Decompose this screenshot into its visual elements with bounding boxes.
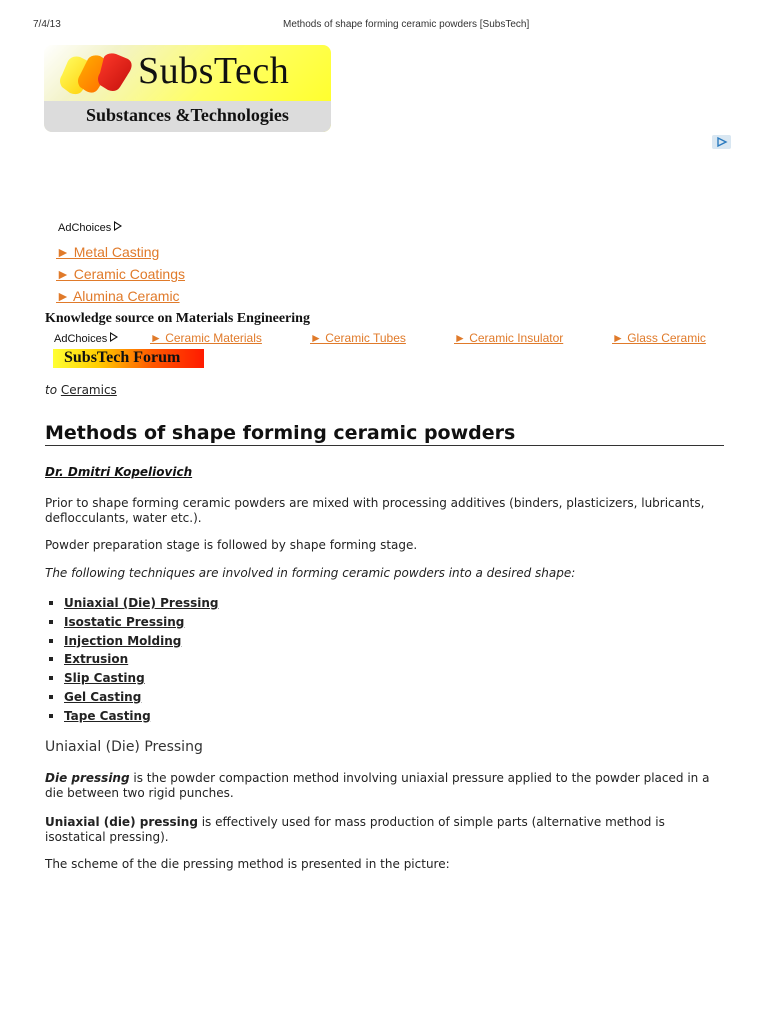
ad-link-metal-casting[interactable]: ► Metal Casting (56, 244, 160, 260)
list-item (45, 671, 218, 690)
ad-link-ceramic-insulator[interactable]: ► Ceramic Insulator (454, 331, 564, 345)
toc-link-isostatic-pressing[interactable]: Isostatic Pressing (64, 614, 185, 629)
list-item (45, 634, 218, 653)
page-title: Methods of shape forming ceramic powders (45, 422, 724, 446)
ad-link-ceramic-coatings[interactable]: ► Ceramic Coatings (56, 266, 186, 282)
list-item (45, 596, 218, 615)
author-link[interactable]: Dr. Dmitri Kopeliovich (45, 465, 193, 479)
toc-link-slip-casting[interactable]: Slip Casting (64, 671, 145, 686)
substech-logo[interactable] (44, 45, 331, 132)
ad-link-alumina-ceramic[interactable]: ► Alumina Ceramic (56, 288, 180, 304)
toc-link-injection-molding[interactable]: Injection Molding (64, 633, 182, 648)
breadcrumb (45, 383, 117, 397)
list-item (45, 652, 218, 671)
logo-wordmark: SubsTech (138, 50, 290, 92)
adchoices-label-row[interactable]: AdChoices (54, 332, 118, 345)
print-date: 7/4/13 (33, 19, 61, 30)
toc-link-gel-casting[interactable]: Gel Casting (64, 689, 142, 704)
list-item (45, 615, 218, 634)
toc-link-tape-casting[interactable]: Tape Casting (64, 708, 151, 723)
paragraph-stage: Powder preparation stage is followed by shape forming stage. (45, 538, 418, 552)
ad-link-ceramic-materials[interactable]: ► Ceramic Materials (150, 331, 262, 345)
print-title: Methods of shape forming ceramic powders [SubsTech] (283, 19, 530, 30)
ad-link-glass-ceramic[interactable]: ► Glass Ceramic (612, 331, 706, 345)
forum-banner[interactable] (53, 349, 204, 368)
paragraph-uniaxial: Uniaxial (die) pressing is effectively used for mass production of simple parts (alternative method is isostatical pressing). (45, 815, 665, 844)
logo-mark-icon (58, 51, 136, 97)
paragraph-scheme: The scheme of the die pressing method is presented in the picture: (45, 857, 450, 871)
site-slogan: Knowledge source on Materials Engineering (45, 311, 310, 326)
technique-list (45, 596, 218, 728)
paragraph-intro: Prior to shape forming ceramic powders are mixed with processing additives (binders, plasticizers, lubricants, deflocculants, water etc.). (45, 496, 705, 525)
breadcrumb-link-ceramics[interactable]: Ceramics (60, 383, 117, 397)
section-heading: Uniaxial (Die) Pressing (45, 739, 203, 755)
forum-label: SubsTech Forum (64, 349, 181, 366)
breadcrumb-prefix: to (45, 383, 58, 397)
toc-link-uniaxial-pressing[interactable]: Uniaxial (Die) Pressing (64, 596, 219, 610)
toc-link-extrusion[interactable]: Extrusion (64, 652, 129, 667)
logo-tagline: Substances &Technologies (86, 105, 289, 125)
adchoices-icon (114, 221, 122, 231)
paragraph-die-pressing: Die pressing is the powder compaction method involving uniaxial pressure applied to the powder placed in a die between two rigid punches. (45, 771, 710, 800)
adchoices-label[interactable]: AdChoices (58, 221, 122, 234)
ad-link-ceramic-tubes[interactable]: ► Ceramic Tubes (310, 331, 406, 345)
ad-info-icon[interactable] (712, 135, 731, 149)
list-item (45, 709, 218, 728)
adchoices-icon (110, 332, 118, 342)
paragraph-techniques: The following techniques are involved in forming ceramic powders into a desired shape: (45, 566, 576, 580)
list-item (45, 690, 218, 709)
